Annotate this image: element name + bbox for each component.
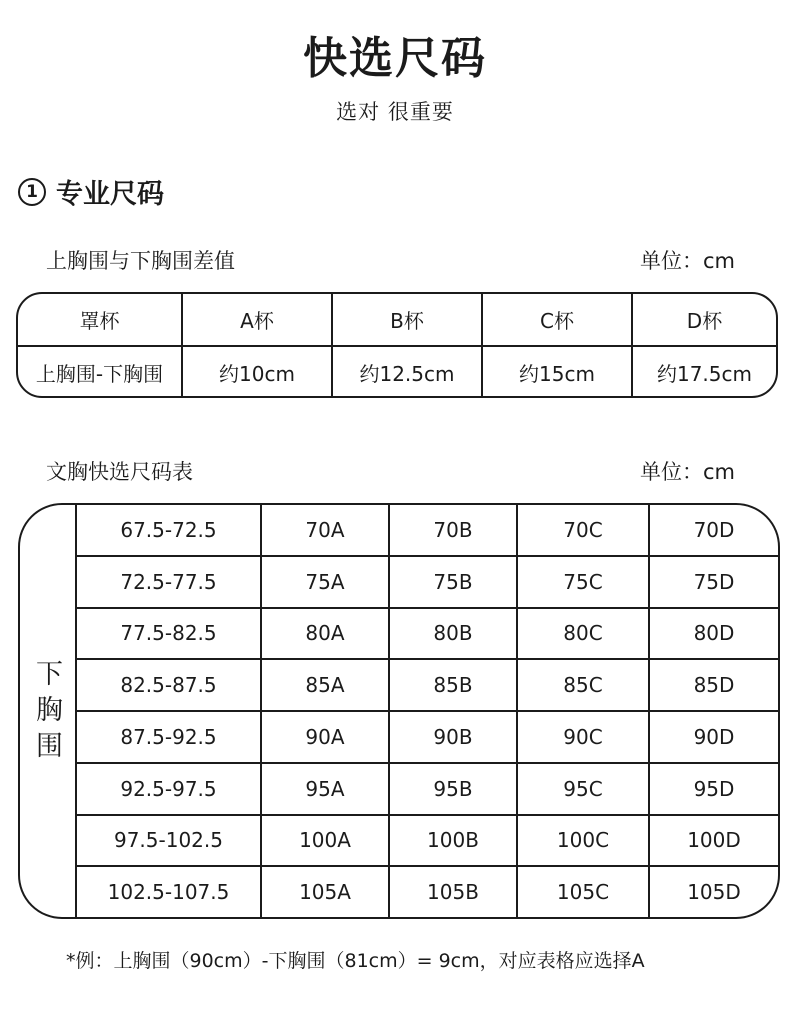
size-cell: 100D	[648, 816, 778, 866]
size-chart-body	[77, 505, 778, 917]
size-chart-table	[18, 503, 780, 919]
size-cell: 80C	[516, 609, 648, 659]
size-cell: 95B	[388, 764, 516, 814]
table-row	[77, 762, 778, 814]
size-cell: 90B	[388, 712, 516, 762]
underbust-range-cell: 77.5-82.5	[120, 621, 217, 646]
underbust-range-cell: 82.5-87.5	[120, 673, 217, 698]
underbust-range-cell: 97.5-102.5	[113, 828, 223, 853]
size-table-unit: 单位：cm	[639, 460, 735, 484]
page-title: 快选尺码	[303, 33, 487, 84]
size-cell: 95A	[260, 764, 388, 814]
underbust-range-cell: 67.5-72.5	[120, 517, 217, 542]
table-row	[77, 710, 778, 762]
table-header-cell: 罩杯	[79, 309, 120, 333]
size-cell: 95C	[516, 764, 648, 814]
size-cell: 75C	[516, 557, 648, 607]
underbust-range-cell: 87.5-92.5	[120, 724, 217, 749]
section-number-badge: 1	[18, 178, 46, 206]
underbust-side-label	[20, 505, 77, 917]
size-cell: 80A	[260, 609, 388, 659]
size-cell: 90A	[260, 712, 388, 762]
table-cell: 上胸围-下胸围	[35, 362, 164, 386]
size-cell: 105A	[260, 867, 388, 917]
size-cell: 90D	[648, 712, 778, 762]
size-cell: 70A	[260, 505, 388, 555]
diff-table-unit: 单位：cm	[639, 249, 735, 273]
size-cell: 75B	[388, 557, 516, 607]
table-row	[77, 555, 778, 607]
size-cell: 90C	[516, 712, 648, 762]
table-cell: 约17.5cm	[631, 347, 776, 398]
size-cell: 70B	[388, 505, 516, 555]
size-cell: 85D	[648, 660, 778, 710]
diff-table-caption: 上胸围与下胸围差值	[46, 249, 235, 273]
side-label-char: 围	[36, 731, 63, 762]
size-cell: 105B	[388, 867, 516, 917]
size-cell: 80D	[648, 609, 778, 659]
size-cell: 70D	[648, 505, 778, 555]
size-cell: 105D	[648, 867, 778, 917]
table-header-row	[18, 294, 776, 345]
table-cell: 约15cm	[481, 347, 631, 398]
section-heading	[18, 172, 164, 211]
table-cell: 约12.5cm	[331, 347, 481, 398]
side-label-char: 胸	[36, 695, 63, 726]
size-cell: 80B	[388, 609, 516, 659]
size-table-caption: 文胸快选尺码表	[46, 460, 193, 484]
size-cell: 100A	[260, 816, 388, 866]
table-header-cell: D杯	[631, 294, 776, 345]
size-cell: 70C	[516, 505, 648, 555]
size-cell: 85A	[260, 660, 388, 710]
size-cell: 85C	[516, 660, 648, 710]
size-cell: 105C	[516, 867, 648, 917]
size-cell: 85B	[388, 660, 516, 710]
underbust-range-cell: 92.5-97.5	[120, 776, 217, 801]
size-cell: 95D	[648, 764, 778, 814]
table-header-cell: A杯	[181, 294, 331, 345]
table-row	[77, 814, 778, 866]
size-cell: 75D	[648, 557, 778, 607]
page-subtitle: 选对 很重要	[336, 100, 454, 124]
size-cell: 75A	[260, 557, 388, 607]
underbust-range-cell: 102.5-107.5	[107, 880, 230, 905]
table-row	[77, 658, 778, 710]
table-header-cell: B杯	[331, 294, 481, 345]
side-label-char: 下	[36, 659, 63, 690]
table-cell: 约10cm	[181, 347, 331, 398]
table-row	[77, 865, 778, 917]
cup-difference-table	[16, 292, 778, 398]
table-row	[77, 607, 778, 659]
example-footnote: *例：上胸围（90cm）-下胸围（81cm）= 9cm，对应表格应选择A	[66, 950, 645, 972]
table-header-cell: C杯	[481, 294, 631, 345]
table-row	[18, 345, 776, 398]
size-cell: 100C	[516, 816, 648, 866]
size-cell: 100B	[388, 816, 516, 866]
underbust-range-cell: 72.5-77.5	[120, 569, 217, 594]
table-row	[77, 505, 778, 555]
section-heading-label: 专业尺码	[56, 179, 164, 210]
